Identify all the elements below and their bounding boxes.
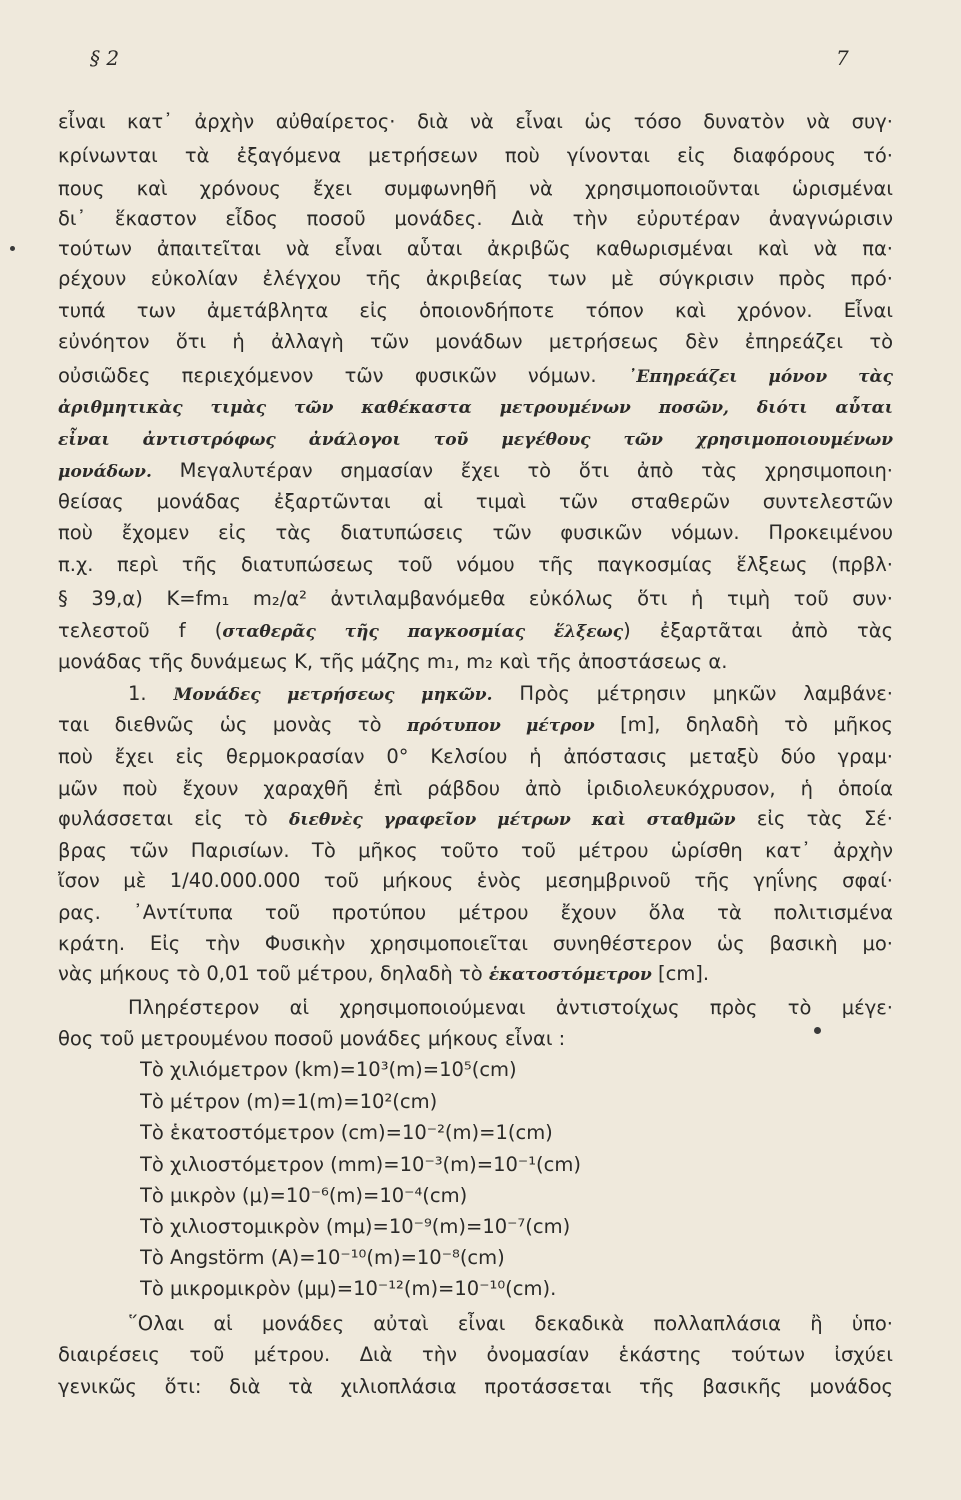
section-marker: § 2 [90,46,120,70]
text-run: Μεγαλυτέραν σημασίαν ἔχει τὸ ὅτι ἀπὸ τὰς χρησιμοποιη· [179,459,893,482]
page-number: 7 [836,46,849,70]
text-line: μῶν ποὺ ἔχουν χαραχθῆ ἐπὶ ράβδου ἀπὸ ἰριδιολευκόχρυσον, ἡ ὁποία [58,777,893,800]
unit-row: Τὸ χιλιοστόμετρον (mm)=10⁻³(m)=10⁻¹(cm) [140,1153,581,1176]
text-line: θος τοῦ μετρουμένου ποσοῦ μονάδες μήκους εἶναι : [58,1027,566,1050]
text-line: θείσας μονάδας ἐξαρτῶνται αἱ τιμαὶ τῶν σταθερῶν συντελεστῶν [58,490,893,513]
text-run: Πρὸς μέτρησιν μηκῶν λαμβάνε· [519,682,893,705]
text-line: μονάδας τῆς δυνάμεως K, τῆς μάζης m₁, m₂ καὶ τῆς ἀποστάσεως α. [58,650,728,673]
text-line [58,392,893,422]
text-run: ται διεθνῶς ὡς μονὰς τὸ [58,713,382,736]
text-line: γενικῶς ὅτι: διὰ τὰ χιλιοπλάσια προτάσσεται τῆς βασικῆς μονάδος [58,1375,893,1398]
text-line [58,710,893,740]
text-run: τελεστοῦ f ( [58,619,223,642]
text-line: ρας. ᾽Αντίτυπα τοῦ προτύπου μέτρου ἔχουν ὅλα τὰ πολιτισμένα [58,901,893,924]
text-line [58,424,893,454]
unit-row: Τὸ μικρὸν (μ)=10⁻⁶(m)=10⁻⁴(cm) [140,1184,468,1207]
unit-row: Τὸ ἑκατοστόμετρον (cm)=10⁻²(m)=1(cm) [140,1121,553,1144]
text-line [58,361,893,391]
unit-row: Τὸ χιλιοστομικρὸν (mμ)=10⁻⁹(m)=10⁻⁷(cm) [140,1215,571,1238]
emphasis-text: πρότυπον μέτρον [406,716,595,736]
emphasis-text: ἑκατοστόμετρον [488,965,652,985]
unit-row: Τὸ μέτρον (m)=1(m)=10²(cm) [140,1090,438,1113]
text-line: ῞Ολαι αἱ μονάδες αὐταὶ εἶναι δεκαδικὰ πολλαπλάσια ἢ ὑπο· [128,1312,893,1335]
text-line: τυπά των ἀμετάβλητα εἰς ὁποιονδήποτε τόπον καὶ χρόνον. Εἶναι [58,299,893,322]
text-line: διαιρέσεις τοῦ μέτρου. Διὰ τὴν ὀνομασίαν ἑκάστης τούτων ἰσχύει [58,1343,893,1366]
text-line [128,679,893,709]
text-line: Πληρέστερον αἱ χρησιμοποιούμεναι ἀντιστοίχως πρὸς τὸ μέγε· [128,996,893,1019]
text-line: ποὺ ἔχομεν εἰς τὰς διατυπώσεις τῶν φυσικῶν νόμων. Προκειμένου [58,521,893,544]
text-line [58,456,893,486]
text-run: εἰς τὰς Σέ· [756,807,893,830]
unit-row: Τὸ Angstörm (A)=10⁻¹⁰(m)=10⁻⁸(cm) [140,1246,505,1269]
text-line: ποὺ ἔχει εἰς θερμοκρασίαν 0° Κελσίου ἡ ἀπόστασις μεταξὺ δύο γραμ· [58,745,893,768]
text-line: κράτη. Εἰς τὴν Φυσικὴν χρησιμοποιεῖται συνηθέστερον ὡς βασικὴ μο· [58,932,893,955]
text-line: τούτων ἀπαιτεῖται νὰ εἶναι αὗται ἀκριβῶς καθωρισμέναι καὶ νὰ πα· [58,237,893,260]
text-line: κρίνωνται τὰ ἐξαγόμενα μετρήσεων ποὺ γίνονται εἰς διαφόρους τό· [58,144,893,167]
emphasis-text: μονάδων. [58,462,152,482]
text-line: π.χ. περὶ τῆς διατυπώσεως τοῦ νόμου τῆς παγκοσμίας ἕλξεως (πρβλ· [58,553,893,576]
text-line: εἶναι κατ᾽ ἀρχὴν αὐθαίρετος· διὰ νὰ εἶναι ὡς τόσο δυνατὸν νὰ συγ· [58,110,893,133]
text-run: οὐσιῶδες περιεχόμενον τῶν φυσικῶν νόμων. [58,364,597,387]
text-run: νὰς μήκους τὸ 0,01 τοῦ μέτρου, δηλαδὴ τὸ [58,962,483,985]
unit-row: Τὸ μικρομικρὸν (μμ)=10⁻¹²(m)=10⁻¹⁰(cm). [140,1277,557,1300]
text-run: φυλάσσεται εἰς τὸ [58,807,268,830]
text-line: ἴσον μὲ 1/40.000.000 τοῦ μήκους ἑνὸς μεσημβρινοῦ τῆς γηΐνης σφαί· [58,869,893,892]
emphasis-text: Μονάδες μετρήσεως μηκῶν. [173,685,493,705]
text-line [58,804,893,834]
text-line: πους καὶ χρόνους ἔχει συμφωνηθῆ νὰ χρησιμοποιοῦνται ὡρισμέναι [58,177,893,200]
text-run: 1. [128,682,147,705]
text-run: [cm]. [657,962,710,985]
emphasis-text: σταθερᾶς τῆς παγκοσμίας ἕλξεως [222,622,624,642]
text-run: ) ἐξαρτᾶται ἀπὸ τὰς [623,619,893,642]
text-line: § 39,α) K=fm₁ m₂/α² ἀντιλαμβανόμεθα εὐκόλως ὅτι ἡ τιμὴ τοῦ συν· [58,587,893,610]
ink-speck [814,1027,821,1034]
emphasis-text: εἶναι ἀντιστρόφως ἀνάλογοι τοῦ μεγέθους τῶν χρησιμοποιουμένων [58,430,893,450]
emphasis-text: διεθνὲς γραφεῖον μέτρων καὶ σταθμῶν [288,810,736,830]
text-run: [m], δηλαδὴ τὸ μῆκος [620,713,893,736]
text-line: ρέχουν εὐκολίαν ἐλέγχου τῆς ἀκριβείας των μὲ σύγκρισιν πρὸς πρό· [58,267,893,290]
ink-speck [10,246,15,251]
text-line: δι᾽ ἕκαστον εἶδος ποσοῦ μονάδες. Διὰ τὴν εὐρυτέραν ἀναγνώρισιν [58,207,893,230]
text-line: εὐνόητον ὅτι ἡ ἀλλαγὴ τῶν μονάδων μετρήσεως δὲν ἐπηρεάζει τὸ [58,330,893,353]
text-line [58,616,893,646]
text-line [58,959,893,989]
text-line: βρας τῶν Παρισίων. Τὸ μῆκος τοῦτο τοῦ μέτρου ὡρίσθη κατ᾽ ἀρχὴν [58,839,893,862]
unit-row: Τὸ χιλιόμετρον (km)=10³(m)=10⁵(cm) [140,1058,517,1081]
emphasis-text: ᾽Επηρεάζει μόνον τὰς [627,367,893,387]
emphasis-text: ἀριθμητικὰς τιμὰς τῶν καθέκαστα μετρουμένων ποσῶν, διότι αὗται [58,398,893,418]
